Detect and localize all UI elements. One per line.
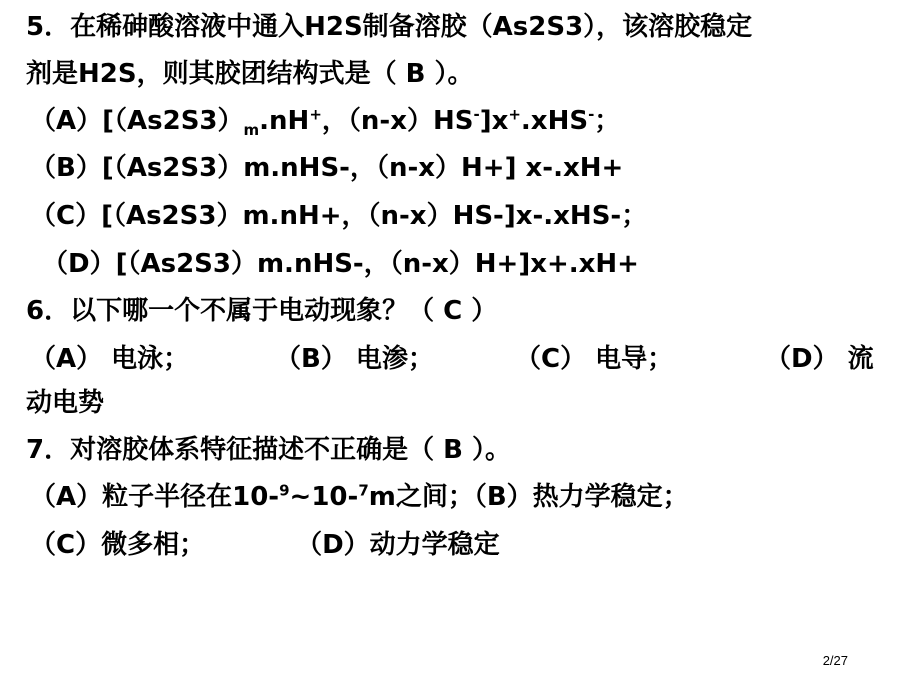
- question-6-stem: 6．以下哪一个不属于电动现象？（ C ）: [26, 296, 498, 326]
- option-a-text-4: ]x: [479, 106, 509, 136]
- question-7-option-c: （C）微多相；: [30, 530, 206, 560]
- question-6-option-b: （B） 电渗；: [275, 344, 434, 374]
- option-a-text-6: ；: [594, 106, 621, 136]
- question-5-option-b: （B）[（As2S3）m.nHS-，（n-x）H+] x-.xH+: [30, 153, 624, 183]
- question-6-option-a: （A） 电泳；: [30, 344, 190, 374]
- question-6-option-c: （C） 电导；: [515, 344, 674, 374]
- question-7-options-c-d: [30, 528, 500, 562]
- question-6-option-d-continued: 动电势: [26, 388, 105, 418]
- question-5-option-d: （D）[（As2S3）m.nHS-，（n-x）H+]x+.xH+: [42, 249, 639, 279]
- option-a-superscript-3: +: [508, 105, 521, 124]
- question-7-options-a-b: [30, 480, 689, 514]
- option-a-text-2: .nH: [259, 106, 310, 136]
- question-5-stem-line-2: 剂是H2S，则其胶团结构式是（ B ）。: [26, 59, 474, 89]
- option-a-text-1: （A）[（As2S3）: [30, 106, 244, 136]
- question-7-stem: 7．对溶胶体系特征描述不正确是（ B ）。: [26, 435, 512, 465]
- option-a-superscript-1: +: [309, 105, 322, 124]
- q7-option-ab-text-3: m之间；（B）热力学稳定；: [368, 482, 689, 512]
- q7-option-ab-text-2: ~10-: [289, 482, 359, 512]
- option-a-subscript-m: m: [243, 121, 260, 140]
- q7-superscript-7: 7: [358, 481, 369, 500]
- option-a-superscript-4: -: [588, 105, 595, 124]
- q7-option-ab-text-1: （A）粒子半径在10-: [30, 482, 280, 512]
- question-5-stem-line-1: 5．在稀砷酸溶液中通入H2S制备溶胶（As2S3），该溶胶稳定: [26, 12, 753, 42]
- option-a-text-5: .xHS: [520, 106, 589, 136]
- question-5-option-c: （C）[（As2S3）m.nH+，（n-x）HS-]x-.xHS-；: [30, 201, 648, 231]
- option-a-superscript-2: -: [473, 105, 480, 124]
- page-number: 2/27: [822, 653, 848, 668]
- question-6-option-d: （D） 流: [765, 344, 874, 374]
- q7-superscript-9: 9: [279, 481, 290, 500]
- question-7-option-d: （D）动力学稳定: [309, 530, 500, 560]
- option-a-text-3: ，（n-x）HS: [321, 106, 474, 136]
- question-5-option-a: [30, 104, 620, 138]
